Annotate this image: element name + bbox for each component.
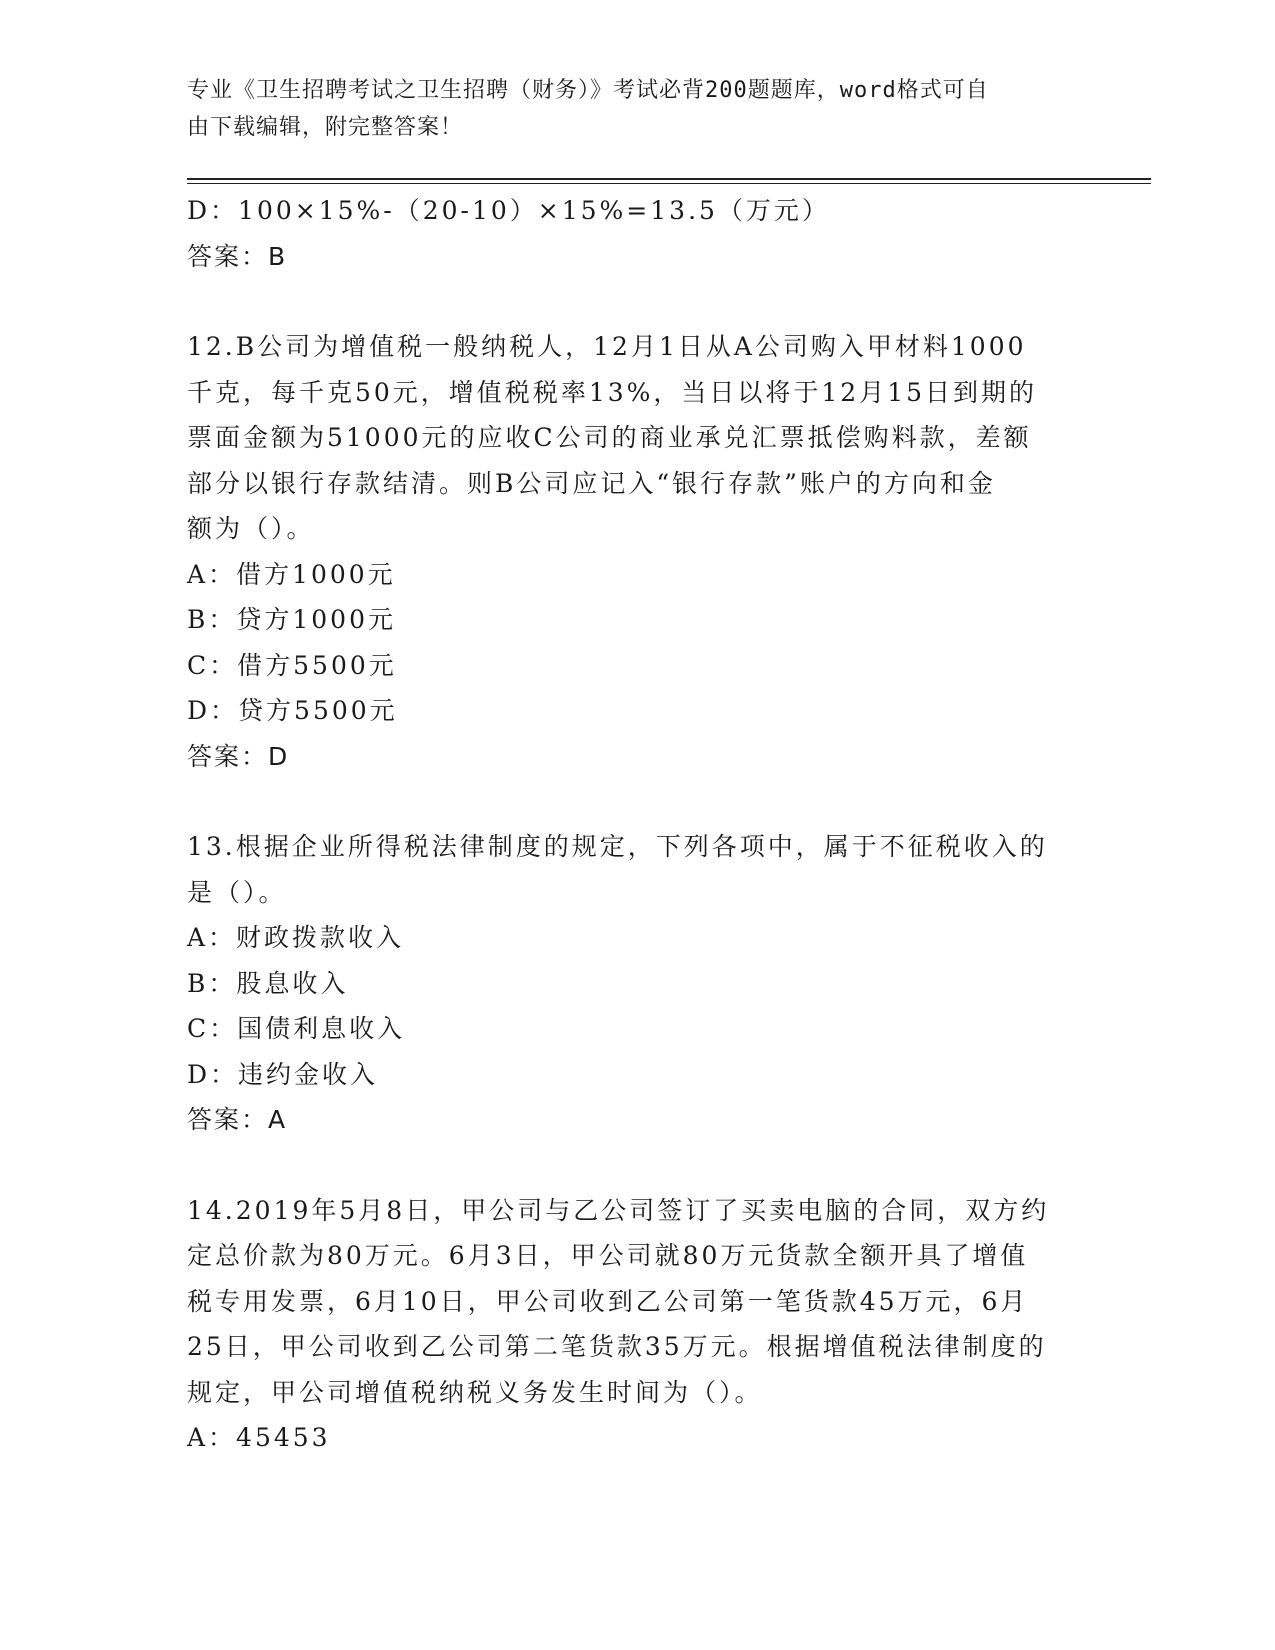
document-header — [187, 72, 1087, 146]
header-line-2: 由下载编辑，附完整答案！ — [187, 115, 464, 140]
question-13 — [187, 824, 1087, 1143]
question-stem-line: 规定，甲公司增值税纳税义务发生时间为（）。 — [187, 1377, 763, 1407]
header-line-1: 专业《卫生招聘考试之卫生招聘（财务）》考试必背200题题库，word格式可自 — [187, 78, 989, 103]
question-spacer — [187, 779, 1087, 824]
answer-line: 答案：A — [187, 1105, 288, 1134]
question-stem-line: 12.B公司为增值税一般纳税人，12月1日从A公司购入甲材料1000 — [187, 332, 1027, 361]
question-stem-line: 定总价款为80万元。6月3日，甲公司就80万元货款全额开具了增值 — [187, 1241, 1029, 1270]
answer-line: 答案：D — [187, 741, 290, 771]
option-a: A：45453 — [187, 1423, 331, 1452]
question-stem-line: 千克，每千克50元，增值税税率13%，当日以将于12月15日到期的 — [187, 377, 1038, 407]
question-stem-line: 票面金额为51000元的应收C公司的商业承兑汇票抵偿购料款，差额 — [187, 423, 1032, 452]
question-stem-line: 25日，甲公司收到乙公司第二笔货款35万元。根据增值税法律制度的 — [187, 1332, 1047, 1361]
option-b: B：股息收入 — [187, 968, 349, 998]
option-d: D：贷方5500元 — [187, 696, 398, 725]
document-body — [187, 188, 1087, 1461]
question-12 — [187, 324, 1087, 779]
option-a: A：财政拨款收入 — [187, 923, 405, 952]
answer-line: 答案：B — [187, 241, 288, 271]
option-d: D：100×15%-（20-10）×15%=13.5（万元） — [187, 196, 830, 225]
question-stem-line: 是（）。 — [187, 877, 287, 907]
option-a: A：借方1000元 — [187, 559, 396, 589]
header-divider-thin — [187, 183, 1151, 184]
option-c: C：国债利息收入 — [187, 1014, 406, 1043]
question-stem-line: 税专用发票，6月10日，甲公司收到乙公司第一笔货款45万元，6月 — [187, 1286, 1029, 1316]
option-b: B：贷方1000元 — [187, 605, 396, 634]
question-14 — [187, 1188, 1087, 1461]
option-c: C：借方5500元 — [187, 650, 397, 680]
question-spacer — [187, 1143, 1087, 1188]
question-stem-line: 13.根据企业所得税法律制度的规定，下列各项中，属于不征税收入的 — [187, 832, 1048, 861]
question-stem-line: 额为（）。 — [187, 514, 315, 543]
header-divider-thick — [187, 178, 1151, 180]
question-spacer — [187, 279, 1087, 324]
question-stem-line: 14.2019年5月8日，甲公司与乙公司签订了买卖电脑的合同，双方约 — [187, 1195, 1050, 1225]
option-d: D：违约金收入 — [187, 1059, 379, 1089]
question-11-tail — [187, 188, 1087, 279]
question-stem-line: 部分以银行存款结清。则B公司应记入“银行存款”账户的方向和金 — [187, 468, 996, 498]
